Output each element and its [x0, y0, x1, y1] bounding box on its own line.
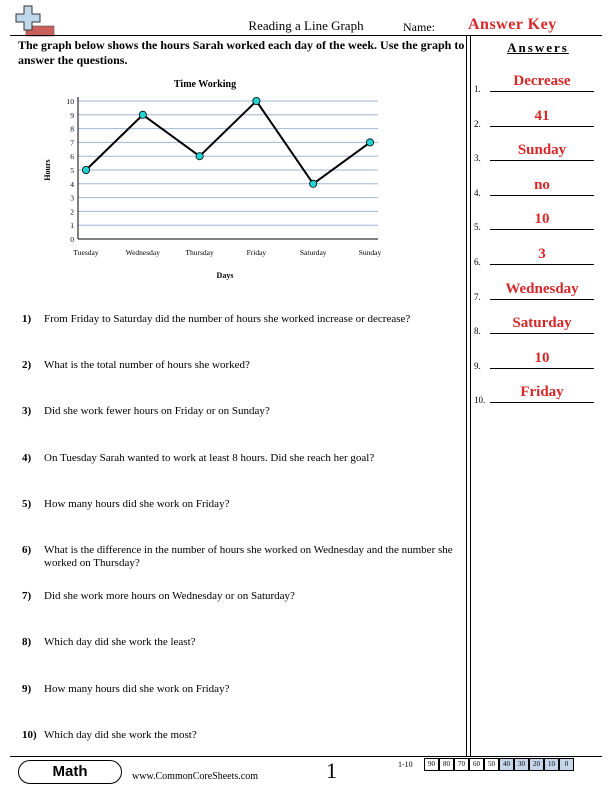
question-number: 3) [22, 405, 32, 417]
answer-line [490, 299, 594, 300]
answer-line [490, 402, 594, 403]
question-number: 6) [22, 544, 32, 556]
answer-row [472, 176, 602, 198]
y-tick-label: 1 [70, 221, 74, 231]
answer-number: 8. [474, 326, 481, 337]
answer-key-label: Answer Key [468, 16, 557, 33]
y-tick-label: 9 [70, 110, 74, 120]
chart-axes [78, 97, 378, 239]
worksheet-title: Reading a Line Graph [248, 18, 364, 33]
data-point [253, 97, 260, 104]
data-point [366, 139, 373, 146]
score-cell: 30 [514, 758, 529, 771]
line-chart [40, 75, 390, 290]
answer-value: 10 [534, 349, 550, 366]
question-text: On Tuesday Sarah wanted to work at least 8 hours. Did she reach her goal? [44, 452, 375, 464]
score-cell: 80 [439, 758, 454, 771]
score-cell: 60 [469, 758, 484, 771]
score-cell: 0 [559, 758, 574, 771]
x-tick-label: Friday [246, 248, 267, 257]
y-tick-label: 3 [70, 193, 74, 203]
answer-value: Friday [520, 384, 564, 401]
answer-line [490, 91, 594, 92]
answer-value: Sunday [517, 142, 567, 159]
question-text: How many hours did she work on Friday? [44, 498, 230, 510]
answer-line [490, 195, 594, 196]
answer-number: 10. [474, 395, 486, 406]
answer-row [472, 383, 602, 405]
answer-row [472, 245, 602, 267]
answer-value: Wednesday [505, 280, 579, 297]
answer-number: 1. [474, 84, 481, 94]
chart-x-ticks [73, 248, 381, 257]
y-tick-label: 7 [70, 138, 74, 148]
answer-value: 41 [534, 107, 550, 124]
answer-row [472, 141, 602, 163]
x-tick-label: Sunday [358, 248, 382, 257]
score-cell: 40 [499, 758, 514, 771]
question-text: Did she work more hours on Wednesday or on Saturday? [44, 590, 295, 602]
score-cell: 70 [454, 758, 469, 771]
answer-number: 7. [474, 291, 481, 302]
question-text: What is the total number of hours she worked? [44, 359, 250, 371]
question-text: Did she work fewer hours on Friday or on Sunday? [44, 405, 270, 417]
answer-line [490, 333, 594, 334]
answer-row [472, 280, 602, 302]
score-range-label: 1-10 [398, 760, 413, 769]
y-tick-label: 0 [70, 235, 74, 244]
y-tick-label: 10 [66, 97, 74, 106]
answers-heading: Answers [507, 40, 569, 55]
question-number: 5) [22, 498, 32, 510]
data-point [82, 166, 89, 173]
header-rule [10, 35, 602, 36]
question-number: 2) [22, 359, 32, 371]
answer-value: 10 [534, 211, 550, 228]
answer-value: no [534, 176, 550, 193]
answer-value: 3 [538, 246, 546, 262]
page-number: 1 [326, 758, 337, 783]
answer-line [490, 229, 594, 230]
data-point [310, 180, 317, 187]
answer-value: Saturday [512, 315, 572, 332]
score-cell: 50 [484, 758, 499, 771]
answer-line [490, 264, 594, 265]
chart-y-ticks [67, 97, 75, 244]
data-point [196, 153, 203, 160]
answer-value: Decrease [513, 73, 571, 89]
question-text: How many hours did she work on Friday? [44, 683, 230, 695]
answer-number: 4. [474, 187, 481, 198]
chart-y-axis-label: Hours [43, 159, 52, 181]
x-tick-label: Tuesday [73, 248, 99, 257]
question-number: 8) [22, 636, 32, 648]
y-tick-label: 5 [70, 166, 74, 175]
question-text: From Friday to Saturday did the number of hours she worked increase or decrease? [44, 313, 411, 325]
score-cell: 20 [529, 758, 544, 771]
answer-line [490, 160, 594, 161]
chart-grid [78, 101, 378, 225]
chart-x-axis-label: Days [216, 271, 234, 280]
question-number: 9) [22, 683, 32, 695]
y-tick-label: 8 [70, 124, 74, 134]
data-point [139, 111, 146, 118]
answer-number: 5. [474, 222, 481, 233]
answer-line [490, 126, 594, 127]
subject-badge: Math [18, 760, 122, 784]
score-cell: 10 [544, 758, 559, 771]
answer-row [472, 72, 602, 94]
y-tick-label: 6 [70, 152, 74, 162]
question-text: Which day did she work the least? [44, 636, 196, 648]
x-tick-label: Thursday [185, 248, 214, 257]
answer-row [472, 349, 602, 371]
answer-number: 3. [474, 153, 481, 164]
column-divider-right [470, 35, 471, 757]
x-tick-label: Saturday [299, 248, 327, 257]
y-tick-label: 2 [70, 207, 74, 217]
answer-row [472, 314, 602, 336]
question-text: Which day did she work the most? [44, 729, 197, 741]
answer-number: 6. [474, 257, 481, 267]
question-number: 10) [22, 729, 37, 741]
website-link[interactable]: www.CommonCoreSheets.com [132, 771, 259, 782]
x-tick-label: Wednesday [125, 248, 160, 257]
answer-number: 2. [474, 118, 481, 129]
question-text: What is the difference in the number of hours she worked on Wednesday and the number she worked on Thursday? [44, 544, 453, 569]
answer-number: 9. [474, 360, 481, 371]
question-number: 4) [22, 452, 32, 464]
answer-line [490, 368, 594, 369]
score-cell: 90 [424, 758, 439, 771]
name-label: Name: [403, 20, 435, 34]
y-tick-label: 4 [70, 179, 74, 189]
chart-title: Time Working [173, 79, 237, 90]
footer-rule [10, 756, 602, 757]
answer-row [472, 210, 602, 232]
answer-row [472, 107, 602, 129]
column-divider-left [466, 35, 467, 757]
instructions: The graph below shows the hours Sarah worked each day of the week. Use the graph to answer the questions. [18, 38, 465, 67]
question-number: 7) [22, 590, 32, 602]
question-number: 1) [22, 313, 32, 325]
